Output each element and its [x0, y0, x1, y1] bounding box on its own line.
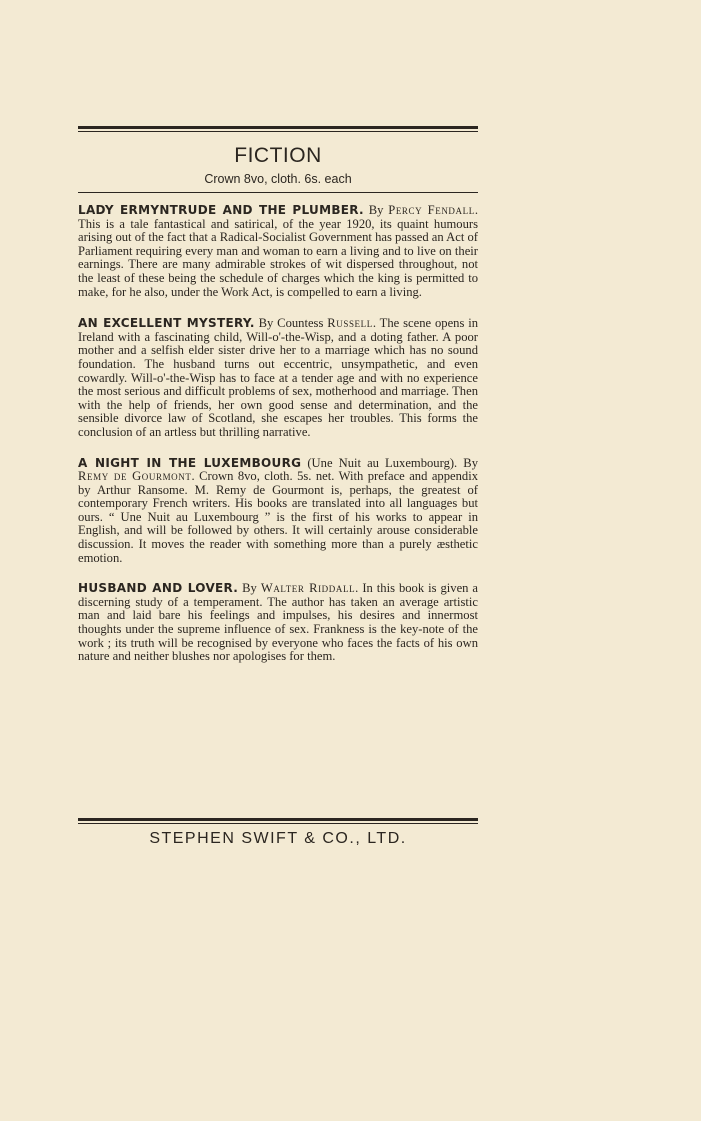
- book-description: This is a tale fantastical and satirical, of the year 1920, its quaint humours arising out of the fact that a Radical-Socialist Government has passed an Act of Parliament requiring every man and woman to earn a living and to live on their earnings. There are many admirable strokes of wit dispersed throughout, not the least of these being the schedule of charges which the king is permitted to make, for he also, under the Work Act, is compelled to earn a living.: [78, 216, 478, 299]
- book-entry: AN EXCELLENT MYSTERY. By Countess Russell. The scene opens in Ireland with a fascinating child, Will-o'-the-Wisp, and a doting father. A poor mother and a selfish elder sister drive her to a marriage which has no sound foundation. The husband turns out eccentric, unsympathetic, and even cowardly. Will-o'-the-Wisp has to face at a tender age and with no experience the most serious and difficult problems of sex, motherhood and marriage. Then with the help of friends, her own good sense and determination, and the sensible divorce law of Scotland, she escapes her troubles. This forms the conclusion of an artless but thrilling narrative.: [78, 316, 479, 439]
- book-entry: LADY ERMYNTRUDE AND THE PLUMBER. By Percy Fendall. This is a tale fantastical and satirical, of the year 1920, its quaint humours arising out of the fact that a Radical-Socialist Government has passed an Act of Parliament requiring every man and woman to earn a living and to live on their earnings. There are many admirable strokes of wit dispersed throughout, not the least of these being the schedule of charges which the king is permitted to make, for he also, under the Work Act, is compelled to earn a living.: [78, 203, 478, 299]
- book-entry: A NIGHT IN THE LUXEMBOURG (Une Nuit au Luxembourg). By Remy de Gourmont. Crown 8vo, cloth. 5s. net. With preface and appendix by Arthur Ransome. M. Remy de Gourmont is, perhaps, the greatest of contemporary French writers. His books are translated into all languages but ours. “ Une Nuit au Luxembourg ” is the first of his works to appear in English, and will be followed by others. It will certainly arouse considerable discussion. It moves the reader with something more than a purely æsthetic emotion.: [78, 455, 479, 565]
- byline: By: [242, 581, 257, 596]
- author-name: Percy Fendall: [388, 203, 475, 217]
- book-description: Crown 8vo, cloth. 5s. net. With preface and appendix by Arthur Ransome. M. Remy de Gourmont is, perhaps, the greatest of contemporary French writers. His books are translated into all languages but ours. “ Une Nuit au Luxembourg ” is the first of his works to appear in English, and will be followed by others. It will certainly arouse considerable discussion. It moves the reader with something more than a purely æsthetic emotion.: [78, 469, 479, 565]
- top-rule: [78, 126, 478, 132]
- section-title: FICTION: [234, 144, 322, 167]
- fiction-listing: [78, 126, 478, 664]
- author-name: Russell: [327, 316, 373, 331]
- book-title: LADY ERMYNTRUDE AND THE PLUMBER.: [78, 203, 364, 217]
- book-title: HUSBAND AND LOVER.: [78, 581, 239, 596]
- author-name: Walter Riddall: [260, 581, 356, 596]
- byline: By: [368, 203, 384, 217]
- byline: By Countess: [258, 316, 324, 331]
- author-name: Remy de Gourmont: [78, 469, 192, 484]
- book-entry: HUSBAND AND LOVER. By Walter Riddall. In this book is given a discerning study of a temperament. The author has taken an average artistic man and laid bare his feelings and impulses, his desires and innermost thoughts under the supreme influence of sex. Frankness is the key-note of the work ; its truth will be recognised by everyone who faces the facts of his own nature and neither blushes nor apologises for them.: [78, 581, 479, 664]
- book-title: AN EXCELLENT MYSTERY.: [78, 316, 255, 331]
- book-description: The scene opens in Ireland with a fascinating child, Will-o'-the-Wisp, and a doting father. A poor mother and a selfish elder sister drive her to a marriage which has no sound foundation. The husband turns out eccentric, unsympathetic, and even cowardly. Will-o'-the-Wisp has to face at a tender age and with no experience the most serious and difficult problems of sex, motherhood and marriage. Then with the help of friends, her own good sense and determination, and the sensible divorce law of Scotland, she escapes her troubles. This forms the conclusion of an artless but thrilling narrative.: [78, 316, 479, 439]
- book-description: In this book is given a discerning study of a temperament. The author has taken an average artistic man and laid bare his feelings and impulses, his desires and innermost thoughts under the supreme influence of sex. Frankness is the key-note of the work ; its truth will be recognised by everyone who faces the facts of his own nature and neither blushes nor apologises for them.: [78, 581, 479, 664]
- format-line: Crown 8vo, cloth. 6s. each: [204, 172, 352, 186]
- subtitle-byline: (Une Nuit au Luxembourg). By: [307, 455, 478, 470]
- book-title: A NIGHT IN THE LUXEMBOURG: [78, 455, 302, 470]
- publisher-imprint: STEPHEN SWIFT & CO., LTD.: [149, 830, 407, 847]
- bottom-rule: [78, 818, 478, 824]
- heading-rule: [78, 192, 478, 193]
